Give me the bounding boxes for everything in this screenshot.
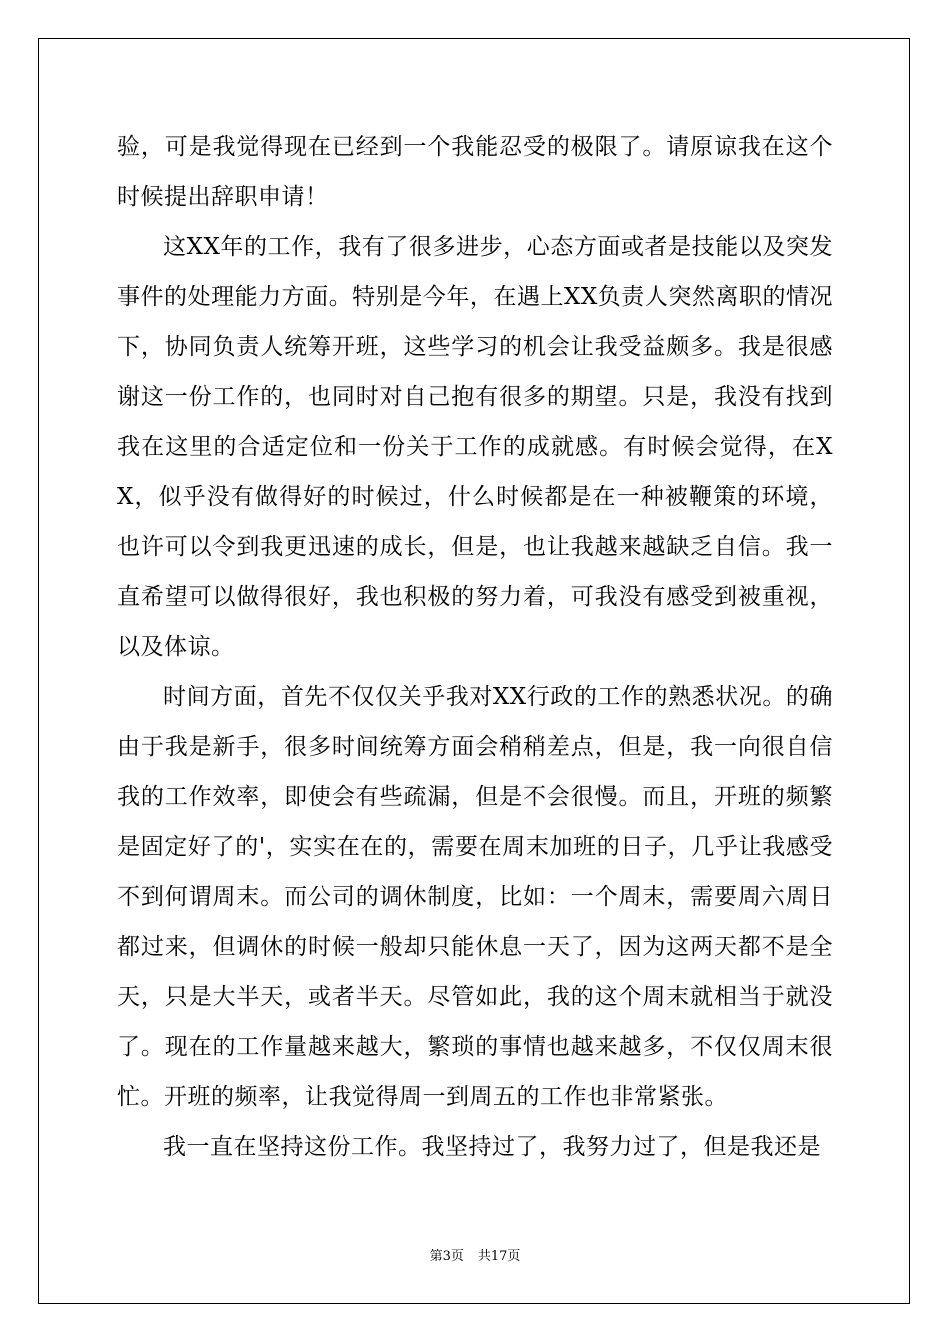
page-total: 共17页 [477, 1249, 521, 1264]
document-body [117, 122, 833, 1172]
page-footer [0, 1248, 950, 1266]
paragraph-2: 这XX年的工作，我有了很多进步，心态方面或者是技能以及突发事件的处理能力方面。特别是今年，在遇上XX负责人突然离职的情况下，协同负责人统筹开班，这些学习的机会让我受益颇多。我是很感谢这一份工作的，也同时对自己抱有很多的期望。只是，我没有找到我在这里的合适定位和一份关于工作的成就感。有时候会觉得，在XX，似乎没有做得好的时候过，什么时候都是在一种被鞭策的环境，也许可以令到我更迅速的成长，但是，也让我越来越缺乏自信。我一直希望可以做得很好，我也积极的努力着，可我没有感受到被重视，以及体谅。 [117, 234, 833, 660]
paragraph-4: 我一直在坚持这份工作。我坚持过了，我努力过了，但是我还是 [163, 1134, 821, 1160]
paragraph-3: 时间方面，首先不仅仅关乎我对XX行政的工作的熟悉状况。的确由于我是新手，很多时间统筹方面会稍稍差点，但是，我一向很自信我的工作效率，即使会有些疏漏，但是不会很慢。而且，开班的频繁是固定好了的'，实实在在的，需要在周末加班的日子，几乎让我感受不到何谓周末。而公司的调休制度，比如：一个周末，需要周六周日都过来，但调休的时候一般却只能休息一天了，因为这两天都不是全天，只是大半天，或者半天。尽管如此，我的这个周末就相当于就没了。现在的工作量越来越大，繁琐的事情也越来越多，不仅仅周末很忙。开班的频率，让我觉得周一到周五的工作也非常紧张。 [117, 684, 833, 1110]
page-number: 第3页 [429, 1249, 464, 1264]
paragraph-1: 验，可是我觉得现在已经到一个我能忍受的极限了。请原谅我在这个时候提出辞职申请！ [117, 134, 833, 210]
